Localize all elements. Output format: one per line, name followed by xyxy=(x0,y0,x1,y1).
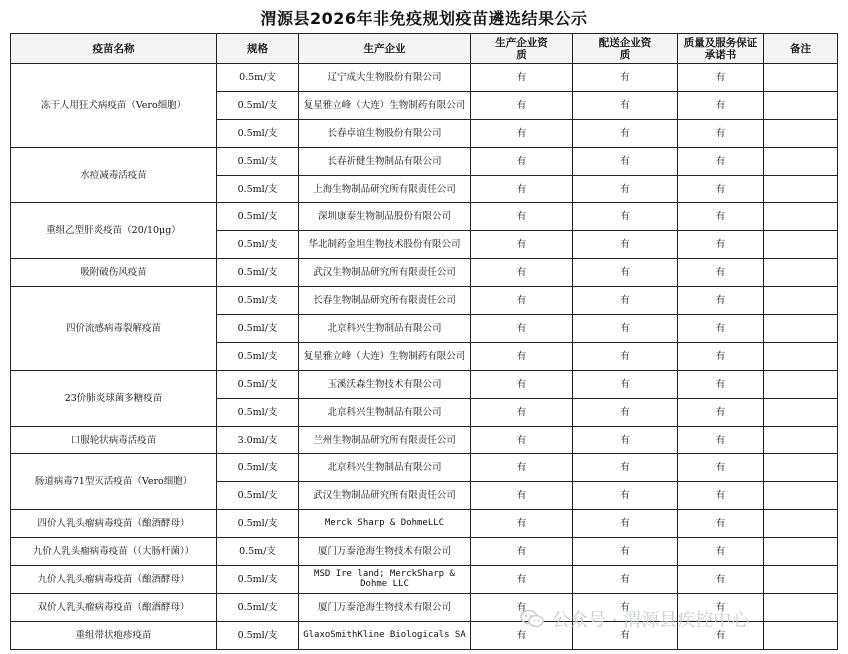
distribution-qualification-cell: 有 xyxy=(573,203,678,231)
distribution-qualification-cell: 有 xyxy=(573,621,678,649)
quality-commitment-cell: 有 xyxy=(678,370,764,398)
table-row xyxy=(11,64,838,92)
manufacturer-cell: 辽宁成大生物股份有限公司 xyxy=(299,64,471,92)
remark-cell xyxy=(764,510,838,538)
distribution-qualification-cell: 有 xyxy=(573,454,678,482)
vaccine-name-cell: 23价肺炎球菌多糖疫苗 xyxy=(11,370,217,426)
remark-cell xyxy=(764,426,838,454)
vaccine-name-cell: 肠道病毒71型灭活疫苗（Vero细胞） xyxy=(11,454,217,510)
header-remark: 备注 xyxy=(764,34,838,64)
header-distribution-qualification: 配送企业资质 xyxy=(573,34,678,64)
header-production-qualification: 生产企业资质 xyxy=(471,34,573,64)
production-qualification-cell: 有 xyxy=(471,398,573,426)
spec-cell: 0.5ml/支 xyxy=(217,315,299,343)
table-row xyxy=(11,566,838,594)
manufacturer-cell: 北京科兴生物制品有限公司 xyxy=(299,454,471,482)
spec-cell: 0.5ml/支 xyxy=(217,287,299,315)
table-row xyxy=(11,203,838,231)
quality-commitment-cell: 有 xyxy=(678,510,764,538)
table-row xyxy=(11,426,838,454)
quality-commitment-cell: 有 xyxy=(678,259,764,287)
remark-cell xyxy=(764,315,838,343)
manufacturer-cell: 长春祈健生物制品有限公司 xyxy=(299,147,471,175)
page-title: 渭源县2026年非免疫规划疫苗遴选结果公示 xyxy=(260,9,588,28)
header-manufacturer: 生产企业 xyxy=(299,34,471,64)
manufacturer-cell: 复星雅立峰（大连）生物制药有限公司 xyxy=(299,342,471,370)
manufacturer-cell: 北京科兴生物制品有限公司 xyxy=(299,315,471,343)
vaccine-name-cell: 重组带状疱疹疫苗 xyxy=(11,621,217,649)
spec-cell: 0.5m/支 xyxy=(217,64,299,92)
distribution-qualification-cell: 有 xyxy=(573,315,678,343)
spec-cell: 0.5ml/支 xyxy=(217,175,299,203)
remark-cell xyxy=(764,147,838,175)
remark-cell xyxy=(764,259,838,287)
production-qualification-cell: 有 xyxy=(471,91,573,119)
quality-commitment-cell: 有 xyxy=(678,91,764,119)
manufacturer-cell: 武汉生物制品研究所有限责任公司 xyxy=(299,482,471,510)
wechat-icon xyxy=(520,609,544,629)
quality-commitment-cell: 有 xyxy=(678,119,764,147)
production-qualification-cell: 有 xyxy=(471,454,573,482)
quality-commitment-cell: 有 xyxy=(678,64,764,92)
manufacturer-cell: 复星雅立峰（大连）生物制药有限公司 xyxy=(299,91,471,119)
vaccine-name-cell: 冻干人用狂犬病疫苗（Vero细胞） xyxy=(11,64,217,148)
quality-commitment-cell: 有 xyxy=(678,621,764,649)
distribution-qualification-cell: 有 xyxy=(573,342,678,370)
quality-commitment-cell: 有 xyxy=(678,593,764,621)
distribution-qualification-cell: 有 xyxy=(573,91,678,119)
distribution-qualification-cell: 有 xyxy=(573,175,678,203)
manufacturer-cell: MSD Ire land; MerckSharp & Dohme LLC xyxy=(299,566,471,594)
production-qualification-cell: 有 xyxy=(471,566,573,594)
distribution-qualification-cell: 有 xyxy=(573,510,678,538)
remark-cell xyxy=(764,538,838,566)
production-qualification-cell: 有 xyxy=(471,203,573,231)
distribution-qualification-cell: 有 xyxy=(573,398,678,426)
remark-cell xyxy=(764,91,838,119)
manufacturer-cell: 华北制药金坦生物技术股份有限公司 xyxy=(299,231,471,259)
manufacturer-cell: 厦门万泰沧海生物技术有限公司 xyxy=(299,593,471,621)
production-qualification-cell: 有 xyxy=(471,287,573,315)
spec-cell: 0.5ml/支 xyxy=(217,259,299,287)
quality-commitment-cell: 有 xyxy=(678,398,764,426)
production-qualification-cell: 有 xyxy=(471,593,573,621)
header-spec: 规格 xyxy=(217,34,299,64)
manufacturer-cell: 武汉生物制品研究所有限责任公司 xyxy=(299,259,471,287)
spec-cell: 3.0ml/支 xyxy=(217,426,299,454)
spec-cell: 0.5ml/支 xyxy=(217,203,299,231)
distribution-qualification-cell: 有 xyxy=(573,426,678,454)
vaccine-name-cell: 四价流感病毒裂解疫苗 xyxy=(11,287,217,371)
header-quality-commitment: 质量及服务保证承诺书 xyxy=(678,34,764,64)
quality-commitment-cell: 有 xyxy=(678,175,764,203)
spec-cell: 0.5ml/支 xyxy=(217,593,299,621)
remark-cell xyxy=(764,482,838,510)
production-qualification-cell: 有 xyxy=(471,119,573,147)
vaccine-name-cell: 九价人乳头瘤病毒疫苗（酿酒酵母） xyxy=(11,566,217,594)
spec-cell: 0.5ml/支 xyxy=(217,510,299,538)
remark-cell xyxy=(764,342,838,370)
remark-cell xyxy=(764,593,838,621)
remark-cell xyxy=(764,370,838,398)
vaccine-name-cell: 吸附破伤风疫苗 xyxy=(11,259,217,287)
manufacturer-cell: 北京科兴生物制品有限公司 xyxy=(299,398,471,426)
spec-cell: 0.5m/支 xyxy=(217,538,299,566)
manufacturer-cell: 长春卓谊生物股份有限公司 xyxy=(299,119,471,147)
spec-cell: 0.5ml/支 xyxy=(217,119,299,147)
manufacturer-cell: 上海生物制品研究所有限责任公司 xyxy=(299,175,471,203)
distribution-qualification-cell: 有 xyxy=(573,64,678,92)
distribution-qualification-cell: 有 xyxy=(573,593,678,621)
distribution-qualification-cell: 有 xyxy=(573,538,678,566)
production-qualification-cell: 有 xyxy=(471,147,573,175)
vaccine-name-cell: 口服轮状病毒活疫苗 xyxy=(11,426,217,454)
remark-cell xyxy=(764,398,838,426)
remark-cell xyxy=(764,203,838,231)
production-qualification-cell: 有 xyxy=(471,315,573,343)
quality-commitment-cell: 有 xyxy=(678,147,764,175)
manufacturer-cell: 兰州生物制品研究所有限责任公司 xyxy=(299,426,471,454)
production-qualification-cell: 有 xyxy=(471,259,573,287)
quality-commitment-cell: 有 xyxy=(678,342,764,370)
distribution-qualification-cell: 有 xyxy=(573,482,678,510)
production-qualification-cell: 有 xyxy=(471,621,573,649)
vaccine-name-cell: 九价人乳头瘤病毒疫苗（（大肠杆菌）） xyxy=(11,538,217,566)
quality-commitment-cell: 有 xyxy=(678,482,764,510)
spec-cell: 0.5ml/支 xyxy=(217,482,299,510)
vaccine-name-cell: 重组乙型肝炎疫苗（20/10μg） xyxy=(11,203,217,259)
remark-cell xyxy=(764,119,838,147)
header-row xyxy=(11,34,838,64)
distribution-qualification-cell: 有 xyxy=(573,566,678,594)
manufacturer-cell: Merck Sharp & DohmeLLC xyxy=(299,510,471,538)
distribution-qualification-cell: 有 xyxy=(573,259,678,287)
production-qualification-cell: 有 xyxy=(471,510,573,538)
remark-cell xyxy=(764,454,838,482)
quality-commitment-cell: 有 xyxy=(678,287,764,315)
distribution-qualification-cell: 有 xyxy=(573,147,678,175)
table-row xyxy=(11,259,838,287)
distribution-qualification-cell: 有 xyxy=(573,119,678,147)
vaccine-table xyxy=(10,33,838,650)
quality-commitment-cell: 有 xyxy=(678,203,764,231)
manufacturer-cell: 厦门万泰沧海生物技术有限公司 xyxy=(299,538,471,566)
table-row xyxy=(11,510,838,538)
table-row xyxy=(11,147,838,175)
manufacturer-cell: GlaxoSmithKline Biologicals SA xyxy=(299,621,471,649)
manufacturer-cell: 长春生物制品研究所有限责任公司 xyxy=(299,287,471,315)
production-qualification-cell: 有 xyxy=(471,342,573,370)
quality-commitment-cell: 有 xyxy=(678,315,764,343)
spec-cell: 0.5ml/支 xyxy=(217,370,299,398)
distribution-qualification-cell: 有 xyxy=(573,287,678,315)
watermark-text: 公众号 · 渭源县疾控中心 xyxy=(552,610,750,631)
spec-cell: 0.5ml/支 xyxy=(217,621,299,649)
quality-commitment-cell: 有 xyxy=(678,566,764,594)
remark-cell xyxy=(764,621,838,649)
production-qualification-cell: 有 xyxy=(471,64,573,92)
spec-cell: 0.5ml/支 xyxy=(217,566,299,594)
spec-cell: 0.5ml/支 xyxy=(217,231,299,259)
distribution-qualification-cell: 有 xyxy=(573,231,678,259)
production-qualification-cell: 有 xyxy=(471,175,573,203)
table-body xyxy=(11,64,838,650)
quality-commitment-cell: 有 xyxy=(678,538,764,566)
spec-cell: 0.5ml/支 xyxy=(217,147,299,175)
remark-cell xyxy=(764,566,838,594)
table-row xyxy=(11,370,838,398)
remark-cell xyxy=(764,287,838,315)
vaccine-name-cell: 水痘减毒活疫苗 xyxy=(11,147,217,203)
remark-cell xyxy=(764,64,838,92)
production-qualification-cell: 有 xyxy=(471,370,573,398)
spec-cell: 0.5ml/支 xyxy=(217,454,299,482)
quality-commitment-cell: 有 xyxy=(678,231,764,259)
vaccine-name-cell: 双价人乳头瘤病毒疫苗（酿酒酵母） xyxy=(11,593,217,621)
remark-cell xyxy=(764,175,838,203)
production-qualification-cell: 有 xyxy=(471,482,573,510)
manufacturer-cell: 玉溪沃森生物技术有限公司 xyxy=(299,370,471,398)
table-row xyxy=(11,454,838,482)
header-vaccine: 疫苗名称 xyxy=(11,34,217,64)
vaccine-name-cell: 四价人乳头瘤病毒疫苗（酿酒酵母） xyxy=(11,510,217,538)
production-qualification-cell: 有 xyxy=(471,538,573,566)
spec-cell: 0.5ml/支 xyxy=(217,398,299,426)
production-qualification-cell: 有 xyxy=(471,231,573,259)
table-row xyxy=(11,538,838,566)
table-row xyxy=(11,287,838,315)
distribution-qualification-cell: 有 xyxy=(573,370,678,398)
spec-cell: 0.5ml/支 xyxy=(217,342,299,370)
spec-cell: 0.5ml/支 xyxy=(217,91,299,119)
manufacturer-cell: 深圳康泰生物制品股份有限公司 xyxy=(299,203,471,231)
production-qualification-cell: 有 xyxy=(471,426,573,454)
quality-commitment-cell: 有 xyxy=(678,426,764,454)
watermark xyxy=(520,606,749,632)
remark-cell xyxy=(764,231,838,259)
quality-commitment-cell: 有 xyxy=(678,454,764,482)
